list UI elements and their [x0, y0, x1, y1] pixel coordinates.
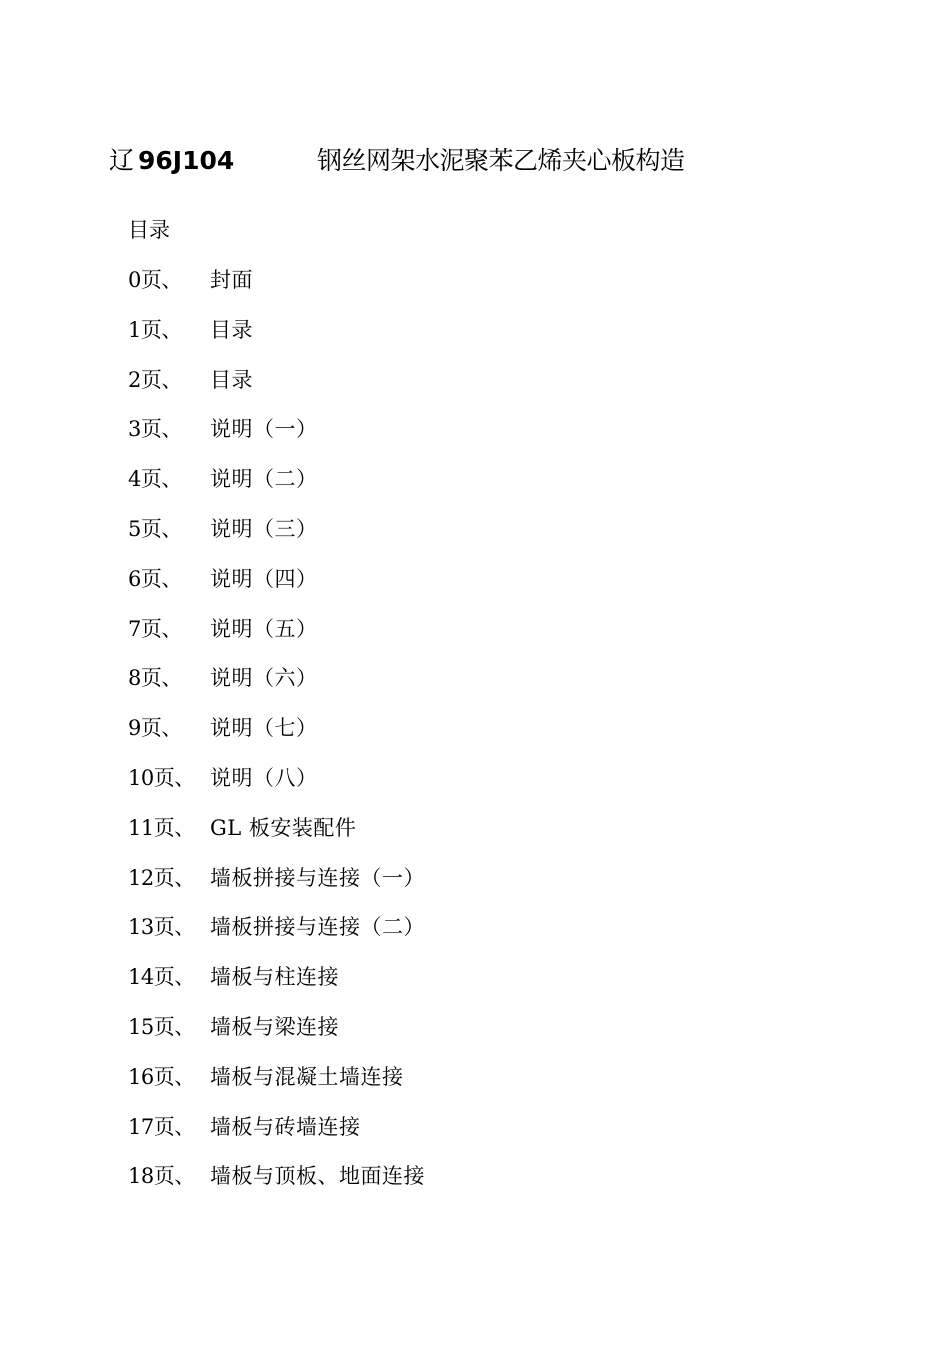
toc-entry: [128, 912, 425, 962]
toc-entry: [128, 962, 425, 1012]
toc-entry-title: 说明（五）: [210, 616, 318, 641]
toc-entry: [128, 663, 425, 713]
toc-page-number: 9页、: [128, 716, 182, 741]
toc-entry-title: GL 板安装配件: [210, 815, 357, 840]
toc-page-number: 14页、: [128, 965, 195, 990]
toc-entry: [128, 1161, 425, 1211]
toc-entry: [128, 1012, 425, 1062]
toc-entry-title: 说明（三）: [210, 516, 318, 541]
toc-page-number: 17页、: [128, 1114, 195, 1139]
toc-page-number: 4页、: [128, 467, 182, 492]
toc-heading: 目录: [128, 218, 170, 242]
toc-page-number: 10页、: [128, 765, 195, 790]
toc-entry-title: 墙板与梁连接: [210, 1014, 339, 1039]
toc-entry: [128, 1062, 425, 1112]
toc-entry-title: 说明（八）: [210, 765, 318, 790]
toc-entry-title: 墙板拼接与连接（一）: [210, 865, 425, 890]
toc-entry: [128, 365, 425, 415]
code-prefix: 辽: [109, 146, 135, 175]
toc-entry-title: 墙板与顶板、地面连接: [210, 1164, 425, 1189]
toc-page-number: 8页、: [128, 666, 182, 691]
document-title: 钢丝网架水泥聚苯乙烯夹心板构造: [317, 146, 685, 175]
toc-page-number: 7页、: [128, 616, 182, 641]
toc-page-number: 2页、: [128, 367, 182, 392]
toc-entry-title: 墙板与混凝土墙连接: [210, 1064, 404, 1089]
toc-entry-title: 封面: [210, 268, 253, 292]
toc-page-number: 15页、: [128, 1014, 195, 1039]
toc-page-number: 5页、: [128, 516, 182, 541]
toc-entry: [128, 514, 425, 564]
toc-entry-title: 说明（四）: [210, 566, 318, 591]
toc-page-number: 16页、: [128, 1064, 195, 1089]
code-number: 96J104: [138, 146, 235, 175]
toc-entry-title: 墙板拼接与连接（二）: [210, 915, 425, 940]
toc-page-number: 13页、: [128, 915, 195, 940]
toc-page-number: 11页、: [128, 815, 195, 840]
toc-entry-title: 说明（六）: [210, 666, 318, 691]
toc-page-number: 12页、: [128, 865, 195, 890]
toc-entry: [128, 1112, 425, 1162]
toc-entry-title: 墙板与砖墙连接: [210, 1114, 361, 1139]
toc-page-number: 6页、: [128, 566, 182, 591]
toc-page-number: 3页、: [128, 417, 182, 442]
toc-entry-title: 目录: [210, 367, 253, 392]
toc-entry: [128, 315, 425, 365]
toc-page-number: 18页、: [128, 1164, 195, 1189]
toc-entry-title: 说明（二）: [210, 467, 318, 492]
toc-entry: [128, 414, 425, 464]
toc-entry: [128, 464, 425, 514]
toc-entry: [128, 813, 425, 863]
toc-entry-title: 墙板与柱连接: [210, 965, 339, 990]
toc-entry: [128, 265, 425, 315]
toc-entry: [128, 614, 425, 664]
toc-page-number: 1页、: [128, 317, 182, 342]
toc-entry: [128, 763, 425, 813]
toc-page-number: 0页、: [128, 268, 182, 292]
document-header: [109, 143, 869, 183]
standard-code: [109, 143, 234, 179]
toc-entry: [128, 713, 425, 763]
toc-entry-title: 说明（一）: [210, 417, 318, 442]
toc-entry-title: 说明（七）: [210, 716, 318, 741]
toc-list: [128, 265, 425, 1211]
toc-entry: [128, 564, 425, 614]
toc-entry: [128, 863, 425, 913]
toc-entry-title: 目录: [210, 317, 253, 342]
